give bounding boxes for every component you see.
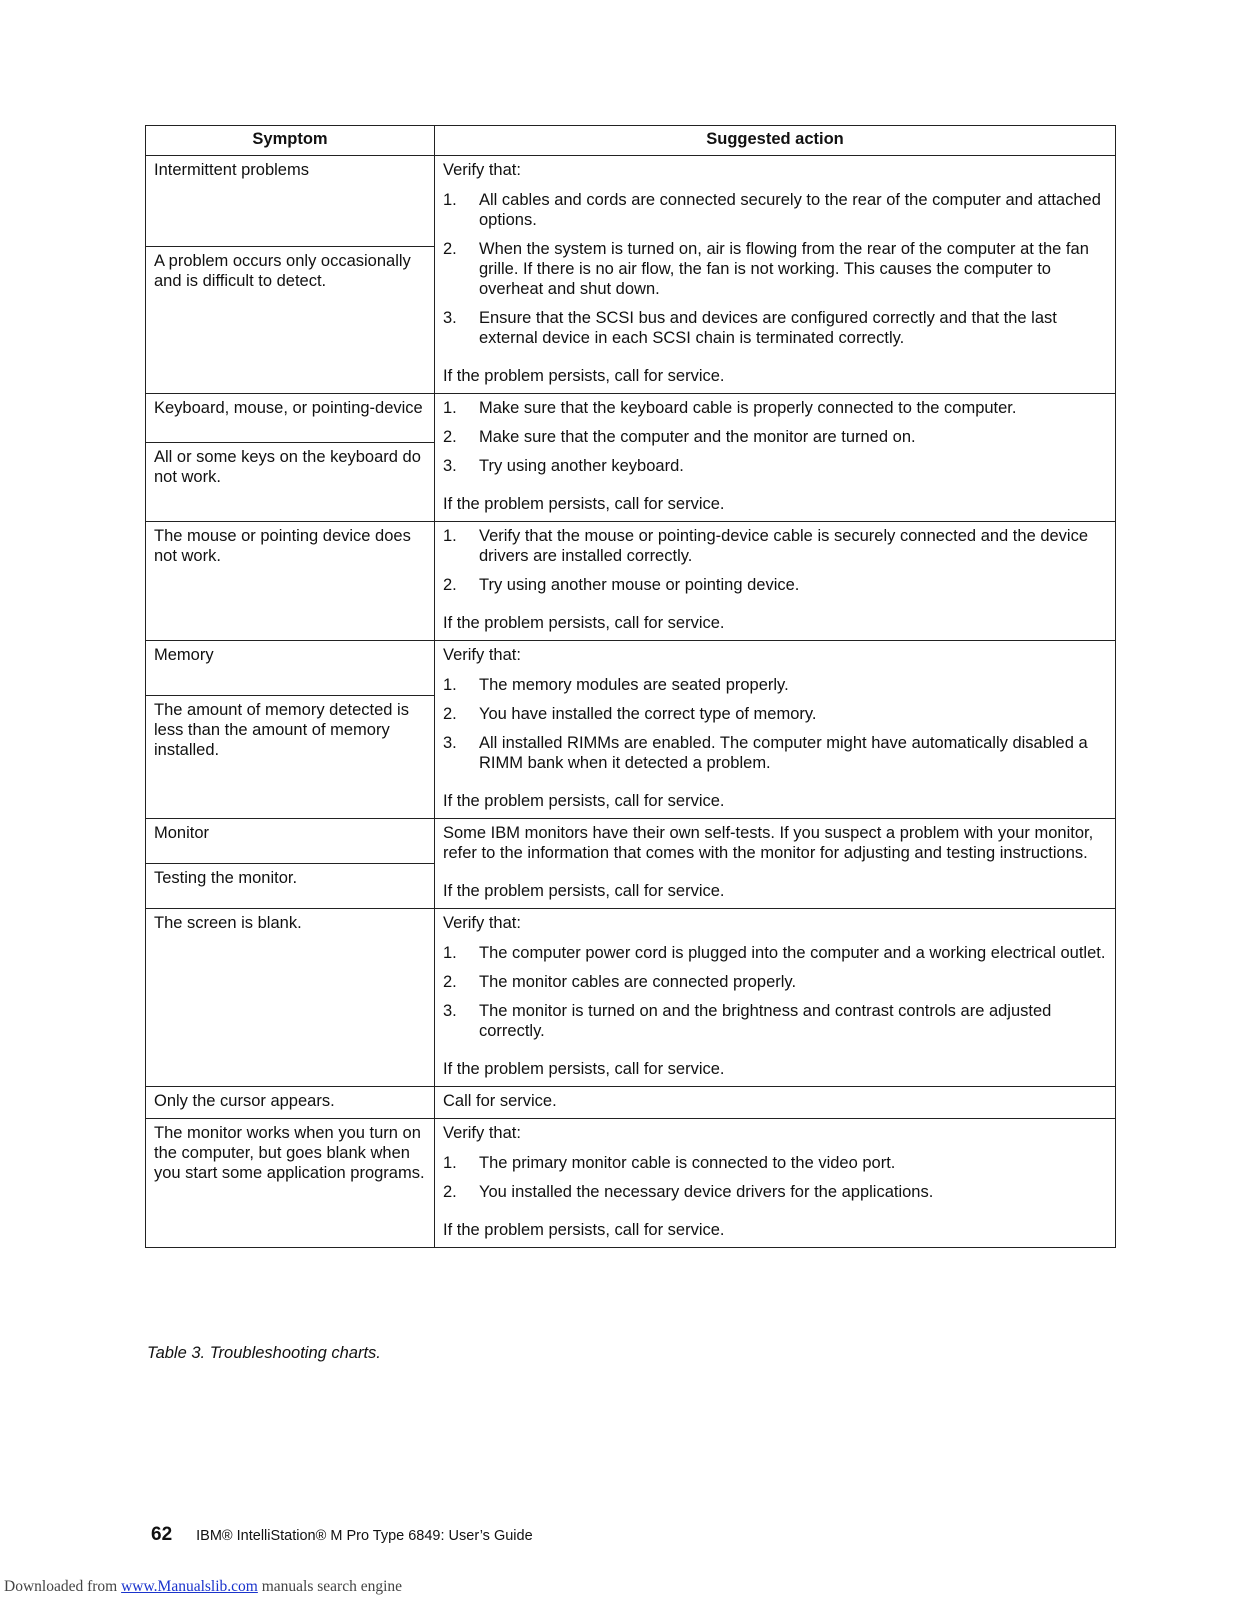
action-text: Call for service. [443, 1092, 557, 1110]
list-item: 3. Try using another keyboard. [443, 457, 684, 475]
action-lead: Verify that: [443, 1124, 521, 1142]
list-item: 3. All installed RIMMs are enabled. The computer might have automatically disabled a RIMM bank when it detected a problem. [443, 734, 1088, 772]
list-item: 2. Make sure that the computer and the monitor are turned on. [443, 428, 916, 446]
action-list [443, 1153, 1107, 1202]
category-monitor: Monitor [146, 819, 435, 864]
table-caption: Table 3. Troubleshooting charts. [147, 1344, 381, 1362]
download-banner [4, 1578, 402, 1596]
symptom-memory: The amount of memory detected is less than the amount of memory installed. [146, 695, 435, 818]
action-tail: If the problem persists, call for service. [443, 1060, 725, 1078]
symptom-header: Symptom [146, 126, 435, 156]
symptom-keyboard: All or some keys on the keyboard do not work. [146, 442, 435, 521]
action-mouse [435, 522, 1116, 641]
action-tail: If the problem persists, call for service. [443, 495, 725, 513]
action-list [443, 943, 1107, 1041]
document-title: IBM® IntelliStation® M Pro Type 6849: User’s Guide [196, 1528, 533, 1544]
action-list [443, 675, 1107, 773]
list-item: 1. The primary monitor cable is connected to the video port. [443, 1154, 896, 1172]
list-item: 2. Try using another mouse or pointing device. [443, 576, 800, 594]
download-prefix: Downloaded from [4, 1578, 122, 1595]
page-footer [151, 1524, 533, 1546]
action-monitor [435, 819, 1116, 909]
list-item: 1. Make sure that the keyboard cable is properly connected to the computer. [443, 399, 1017, 417]
symptom-intermittent: A problem occurs only occasionally and is difficult to detect. [146, 246, 435, 393]
manualslib-link[interactable]: www.Manualslib.com [121, 1578, 258, 1595]
action-lead: Verify that: [443, 646, 521, 664]
symptom-monitor: Testing the monitor. [146, 864, 435, 909]
action-tail: If the problem persists, call for service. [443, 614, 725, 632]
action-blank [435, 909, 1116, 1087]
list-item: 3. The monitor is turned on and the brightness and contrast controls are adjusted correctly. [443, 1002, 1052, 1040]
symptom-blank-apps: The monitor works when you turn on the computer, but goes blank when you start some application programs. [146, 1119, 435, 1248]
troubleshooting-table [145, 125, 1116, 1248]
list-item: 1. The computer power cord is plugged into the computer and a working electrical outlet. [443, 944, 1106, 962]
action-keyboard [435, 394, 1116, 522]
action-tail: If the problem persists, call for service. [443, 1221, 725, 1239]
action-blank-apps [435, 1119, 1116, 1248]
list-item: 2. The monitor cables are connected properly. [443, 973, 797, 991]
symptom-blank: The screen is blank. [146, 909, 435, 1087]
action-text: Some IBM monitors have their own self-tests. If you suspect a problem with your monitor, refer to the information that comes with the monitor for adjusting and testing instructions. [443, 824, 1094, 862]
category-intermittent: Intermittent problems [146, 156, 435, 247]
download-suffix: manuals search engine [257, 1578, 403, 1595]
category-memory: Memory [146, 641, 435, 696]
action-list [443, 190, 1107, 348]
action-lead: Verify that: [443, 914, 521, 932]
list-item: 2. When the system is turned on, air is flowing from the rear of the computer at the fan grille. If there is no air flow, the fan is not working. This causes the computer to overheat and shut down. [443, 240, 1089, 298]
list-item: 1. Verify that the mouse or pointing-device cable is securely connected and the device drivers are installed correctly. [443, 527, 1089, 565]
page-number: 62 [151, 1524, 173, 1545]
symptom-mouse: The mouse or pointing device does not work. [146, 522, 435, 641]
action-lead: Verify that: [443, 161, 521, 179]
list-item: 2. You installed the necessary device drivers for the applications. [443, 1183, 934, 1201]
action-list [443, 526, 1107, 595]
list-item: 1. All cables and cords are connected securely to the rear of the computer and attached options. [443, 191, 1101, 229]
list-item: 3. Ensure that the SCSI bus and devices are configured correctly and that the last external device in each SCSI chain is terminated correctly. [443, 309, 1057, 347]
action-tail: If the problem persists, call for service. [443, 367, 725, 385]
action-memory [435, 641, 1116, 819]
action-tail: If the problem persists, call for service. [443, 792, 725, 810]
symptom-cursor: Only the cursor appears. [146, 1087, 435, 1119]
list-item: 1. The memory modules are seated properly. [443, 676, 789, 694]
category-keyboard: Keyboard, mouse, or pointing-device [146, 394, 435, 443]
action-tail: If the problem persists, call for service. [443, 882, 725, 900]
action-intermittent [435, 156, 1116, 394]
list-item: 2. You have installed the correct type of memory. [443, 705, 817, 723]
action-header: Suggested action [435, 126, 1116, 156]
action-cursor [435, 1087, 1116, 1119]
action-list [443, 398, 1107, 476]
